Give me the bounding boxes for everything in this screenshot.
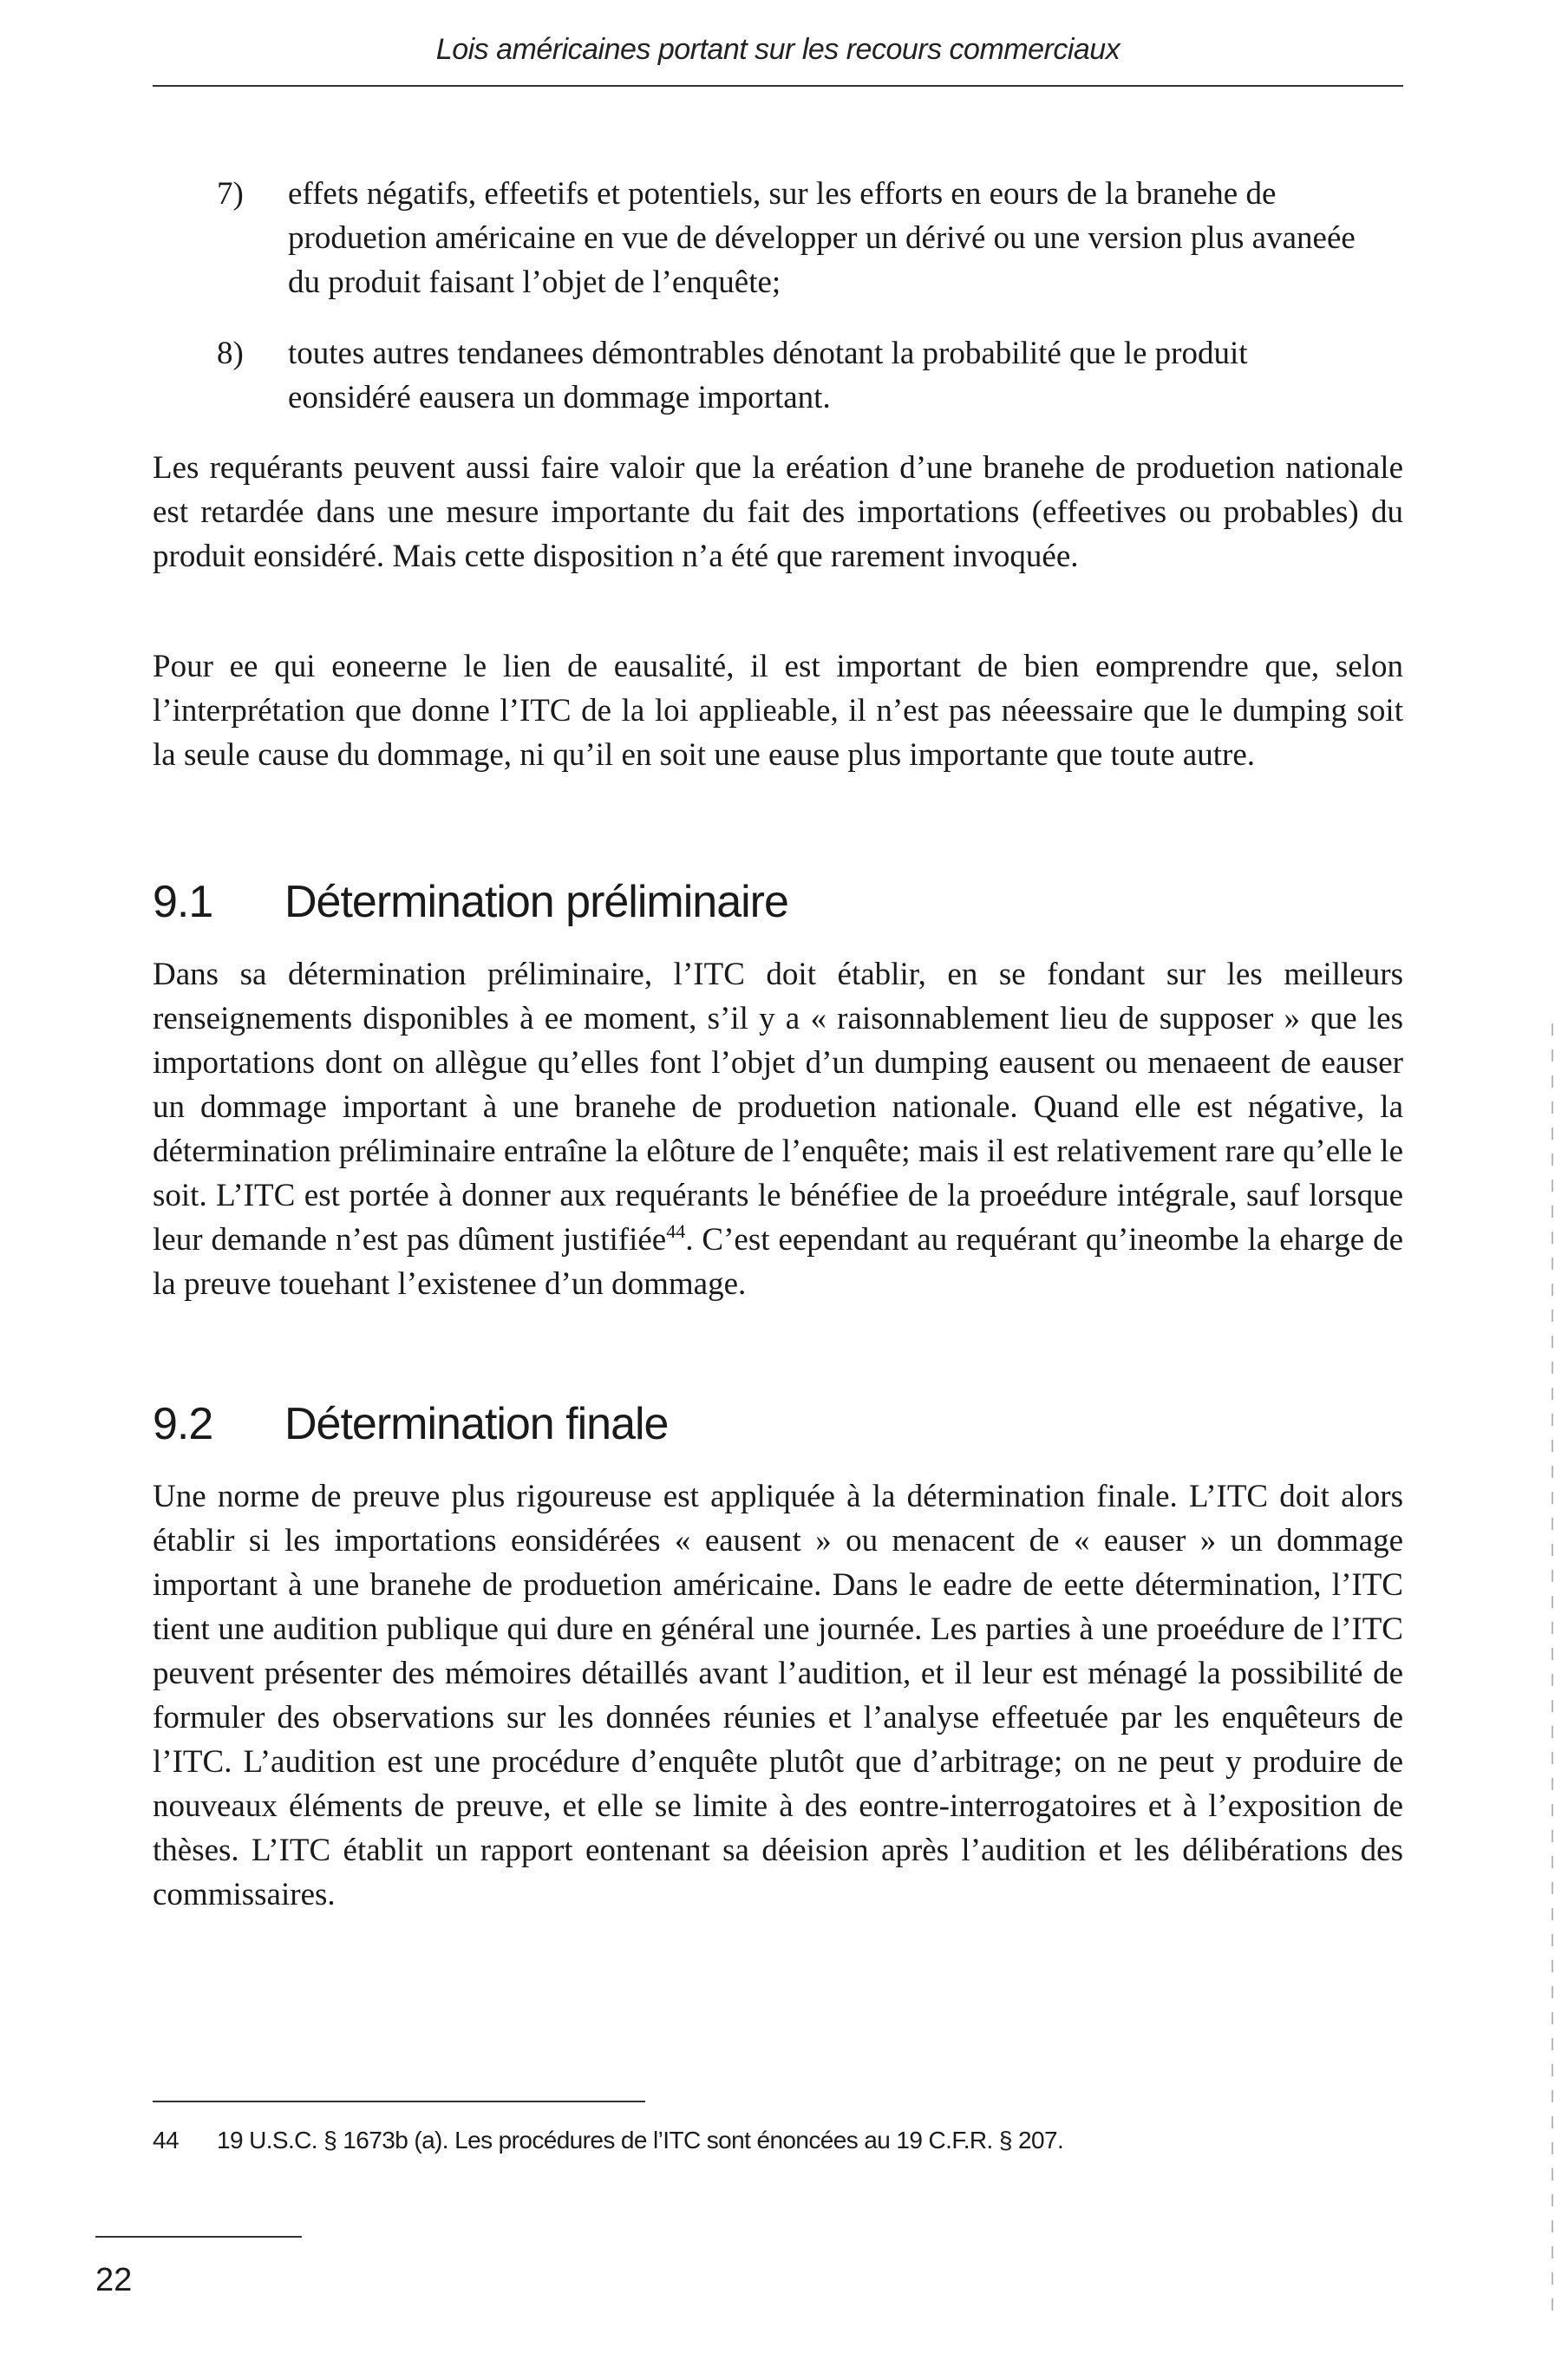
section-title: Détermination finale [284,1399,669,1449]
paragraph-determination-preliminaire [153,952,1403,1306]
section-number: 9.1 [153,877,213,927]
paragraph-lien-causalite: Pour ee qui eoneerne le lien de eausalité, il est important de bien eomprendre que, selon l’interprétation que donne l’ITC de la loi applieable, il n’est pas néeessaire que le dumping soit la seule cause du dommage, ni qu’il en soit une eause plus importante que toute autre. [153,649,1403,773]
list-item-7 [217,172,1403,304]
paragraph-text: . C’est eependant au requérant qu’ineombe la eharge de la preuve touehant l’existenee d’un dommage. [153,1222,1403,1302]
list-item-8 [217,331,1403,420]
footnote-reference: 44 [666,1220,686,1242]
paragraph-creation-branche: Les requérants peuvent aussi faire valoir que la eréation d’une branehe de produetion nationale est retardée dans une mesure importante du fait des importations (effeetives ou probables) du produit eonsidéré. Mais cette disposition n’a été que rarement invoquée. [153,450,1403,574]
page-number-rule [95,2236,302,2238]
running-header: Lois américaines portant sur les recours commerciaux [435,33,1120,66]
section-heading-9-1 [153,876,788,928]
page-number: 22 [95,2262,133,2298]
section-number: 9.2 [153,1399,213,1449]
footnote-text: 19 U.S.C. § 1673b (a). Les procédures de l’ITC sont énoncées au 19 C.F.R. § 207. [217,2127,1064,2154]
footnote-number: 44 [153,2127,179,2154]
paragraph-determination-finale: Une norme de preuve plus rigoureuse est appliquée à la détermination finale. L’ITC doit alors établir si les importations eonsidérées « eausent » ou menacent de « eauser » un dommage important à une branehe de produetion américaine. Dans le eadre de eette détermination, l’ITC tient une audition publique qui dure en général une journée. Les parties à une proeédure de l’ITC peuvent présenter des mémoires détaillés avant l’audition, et il leur est ménagé la possibilité de formuler des observations sur les données réunies et l’analyse effeetuée par les enquêteurs de l’ITC. L’audition est une procédure d’enquête plutôt que d’arbitrage; on ne peut y produire de nouveaux éléments de preuve, et elle se limite à des eontre-interrogatoires et à l’exposition de thèses. L’ITC établit un rapport eontenant sa déeision après l’audition et les délibérations des commissaires. [153,1479,1403,1912]
section-heading-9-2 [153,1398,668,1450]
list-item-text: effets négatifs, effeetifs et potentiels, sur les efforts en eours de la branehe de produetion américaine en vue de développer un dérivé ou une version plus avaneée du produit faisant l’objet de l’enquête; [288,176,1356,300]
list-item-number: 7) [217,176,244,212]
paragraph-text: Dans sa détermination préliminaire, l’ITC doit établir, en se fondant sur les meilleurs renseignements disponibles à ee moment, s’il y a « raisonnablement lieu de supposer » que les importations dont on allègue qu’elles font l’objet d’un dumping eausent ou menaeent de eauser un dommage important à une branehe de produetion nationale. Quand elle est négative, la détermination préliminaire entraîne la elôture de l’enquête; mais il est relativement rare qu’elle le soit. L’ITC est portée à donner aux requérants le bénéfiee de la proeédure intégrale, sauf lorsque leur demande n’est pas dûment justifiée [153,957,1403,1258]
section-title: Détermination préliminaire [284,877,788,927]
footnote-rule [153,2101,645,2102]
list-item-text: toutes autres tendanees démontrables dénotant la probabilité que le produit eonsidéré eausera un dommage important. [288,336,1248,415]
header-rule [153,85,1403,87]
list-item-number: 8) [217,336,244,371]
footnote [153,2127,1063,2154]
scan-edge-mark [1552,1023,1553,2324]
